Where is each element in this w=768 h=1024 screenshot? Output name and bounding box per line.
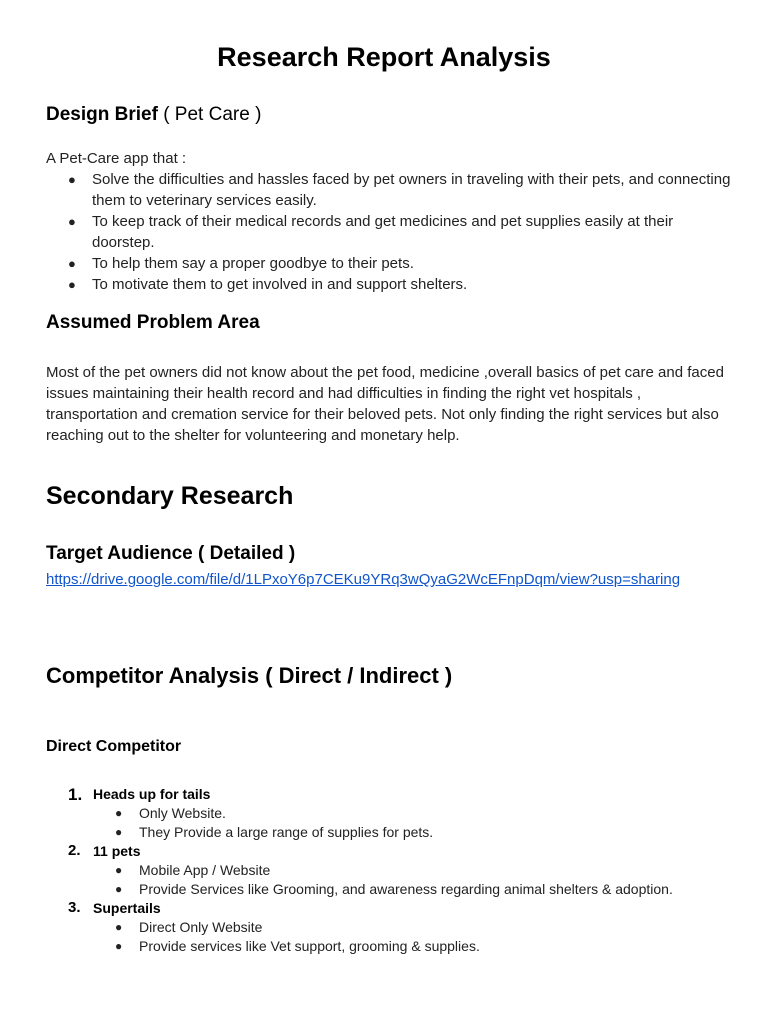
bullet-icon: ● (115, 920, 123, 934)
bullet-icon: ● (68, 277, 76, 292)
competitor-item (46, 842, 726, 899)
problem-area-text: Most of the pet owners did not know about the pet food, medicine ,overall basics of pet care and faced issues maintaining their health record and had difficulties in finding the right vet hospitals , transportation and cremation service for their beloved pets. Not only finding the right services but also reaching out to the shelter for volunteering and monetary help. (46, 364, 724, 444)
design-brief-list (46, 169, 736, 295)
competitor-point: ● Mobile App / Website (115, 862, 271, 878)
competitor-number: 2. (68, 842, 81, 859)
design-brief-heading-suffix: ( Pet Care ) (163, 104, 262, 125)
competitor-points (93, 804, 726, 842)
competitor-item (46, 899, 726, 956)
competitor-point: ● Only Website. (115, 805, 226, 821)
design-brief-intro: A Pet-Care app that : (46, 150, 187, 167)
direct-competitor-heading: Direct Competitor (46, 738, 182, 755)
competitor-point: ● Direct Only Website (115, 919, 263, 935)
secondary-research-heading: Secondary Research (46, 482, 294, 510)
bullet-icon: ● (68, 214, 76, 229)
design-brief-heading (46, 104, 261, 126)
design-brief-item: ● Solve the difficulties and hassles faced by pet owners in traveling with their pets, and connecting them to veterinary services easily. (68, 171, 731, 209)
competitor-point: ● Provide Services like Grooming, and awareness regarding animal shelters & adoption. (115, 881, 673, 897)
competitor-name: Supertails (93, 900, 161, 916)
competitor-item (46, 785, 726, 842)
competitor-point: ● Provide services like Vet support, grooming & supplies. (115, 938, 480, 954)
bullet-icon: ● (115, 825, 123, 839)
bullet-icon: ● (115, 882, 123, 896)
target-audience-link-wrap (46, 569, 722, 590)
design-brief-item: ● To help them say a proper goodbye to their pets. (68, 255, 414, 272)
competitor-list (46, 785, 726, 956)
problem-area-heading: Assumed Problem Area (46, 312, 260, 333)
competitor-number: 3. (68, 899, 81, 916)
target-audience-link[interactable]: https://drive.google.com/file/d/1LPxoY6p7CEKu9YRq3wQyaG2WcEFnpDqm/view?usp=sharing (46, 571, 681, 588)
bullet-icon: ● (115, 806, 123, 820)
competitor-points (93, 861, 726, 899)
competitor-points (93, 918, 726, 956)
bullet-icon: ● (115, 863, 123, 877)
competitor-number: 1. (68, 785, 83, 804)
document-title: Research Report Analysis (217, 42, 551, 72)
competitor-point: ● They Provide a large range of supplies for pets. (115, 824, 434, 840)
bullet-icon: ● (115, 939, 123, 953)
design-brief-heading-text: Design Brief (46, 104, 158, 125)
design-brief-item: ● To keep track of their medical records and get medicines and pet supplies easily at their doorstep. (68, 213, 674, 251)
bullet-icon: ● (68, 256, 76, 271)
competitor-name: 11 pets (93, 843, 141, 859)
target-audience-heading: Target Audience ( Detailed ) (46, 543, 296, 564)
competitor-analysis-heading: Competitor Analysis ( Direct / Indirect ) (46, 663, 453, 688)
design-brief-item: ● To motivate them to get involved in and support shelters. (68, 276, 468, 293)
competitor-name: Heads up for tails (93, 786, 211, 802)
bullet-icon: ● (68, 172, 76, 187)
